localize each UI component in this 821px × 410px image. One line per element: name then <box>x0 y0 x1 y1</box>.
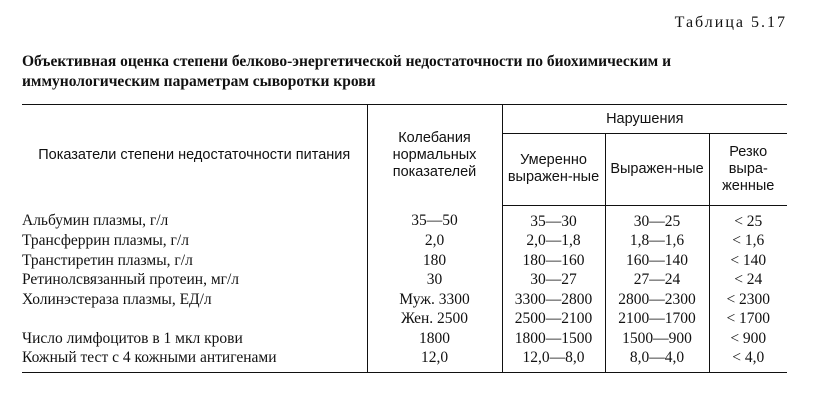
row-expressed: 160—140 <box>605 251 709 271</box>
row-name: Транстиретин плазмы, г/л <box>22 251 193 269</box>
table-row <box>22 348 787 372</box>
table-caption: Объективная оценка степени белково-энергетической недостаточности по биохимическим и иммунологическим параметрам сыворотки крови <box>22 53 671 90</box>
table-row <box>22 231 787 251</box>
assessment-table <box>22 104 787 373</box>
row-severe: < 900 <box>709 329 787 349</box>
row-expressed: 30—25 <box>605 205 709 231</box>
row-normal: 12,0 <box>367 348 502 372</box>
header-severe: Резко выра-женные <box>709 134 787 206</box>
row-name: Число лимфоцитов в 1 мкл крови <box>22 329 243 347</box>
header-disorders: Нарушения <box>502 105 787 134</box>
row-name: Ретинолсвязанный протеин, мг/л <box>22 271 240 288</box>
row-severe: < 24 <box>709 270 787 290</box>
table-number: Таблица 5.17 <box>674 14 787 31</box>
table-row <box>22 309 787 329</box>
row-normal: 180 <box>367 251 502 271</box>
row-severe: < 1,6 <box>709 231 787 251</box>
table-row <box>22 251 787 271</box>
row-name: Трансферрин плазмы, г/л <box>22 232 189 249</box>
row-expressed: 8,0—4,0 <box>605 348 709 372</box>
row-expressed: 2100—1700 <box>605 309 709 329</box>
header-indicator: Показатели степени недостаточности питания <box>22 105 367 206</box>
row-moderate: 12,0—8,0 <box>502 348 605 372</box>
row-moderate: 2,0—1,8 <box>502 231 605 251</box>
row-moderate: 3300—2800 <box>502 290 605 310</box>
header-moderate: Умеренно выражен-ные <box>502 134 605 206</box>
row-severe: < 25 <box>709 205 787 231</box>
row-severe: < 2300 <box>709 290 787 310</box>
row-expressed: 1,8—1,6 <box>605 231 709 251</box>
row-moderate: 180—160 <box>502 251 605 271</box>
row-normal: 1800 <box>367 329 502 349</box>
row-name: Кожный тест с 4 кожными антигенами <box>22 348 367 372</box>
row-normal: 2,0 <box>367 231 502 251</box>
header-normal: Колебания нормальных показателей <box>367 105 502 206</box>
row-expressed: 1500—900 <box>605 329 709 349</box>
table-row <box>22 270 787 290</box>
row-severe: < 1700 <box>709 309 787 329</box>
row-name: Холинэстераза плазмы, ЕД/л <box>22 290 212 308</box>
table-row <box>22 329 787 349</box>
row-normal: 30 <box>367 270 502 290</box>
row-expressed: 2800—2300 <box>605 290 709 310</box>
row-moderate: 1800—1500 <box>502 329 605 349</box>
row-name <box>22 309 367 329</box>
row-normal: 35—50 <box>367 205 502 231</box>
row-expressed: 27—24 <box>605 270 709 290</box>
row-moderate: 35—30 <box>502 205 605 231</box>
row-severe: < 140 <box>709 251 787 271</box>
table-row <box>22 290 787 310</box>
row-name: Альбумин плазмы, г/л <box>22 212 169 230</box>
row-moderate: 2500—2100 <box>502 309 605 329</box>
row-normal: Муж. 3300 <box>367 290 502 310</box>
header-expressed: Выражен-ные <box>605 134 709 206</box>
row-normal: Жен. 2500 <box>367 309 502 329</box>
table-row <box>22 205 787 231</box>
row-severe: < 4,0 <box>709 348 787 372</box>
row-moderate: 30—27 <box>502 270 605 290</box>
